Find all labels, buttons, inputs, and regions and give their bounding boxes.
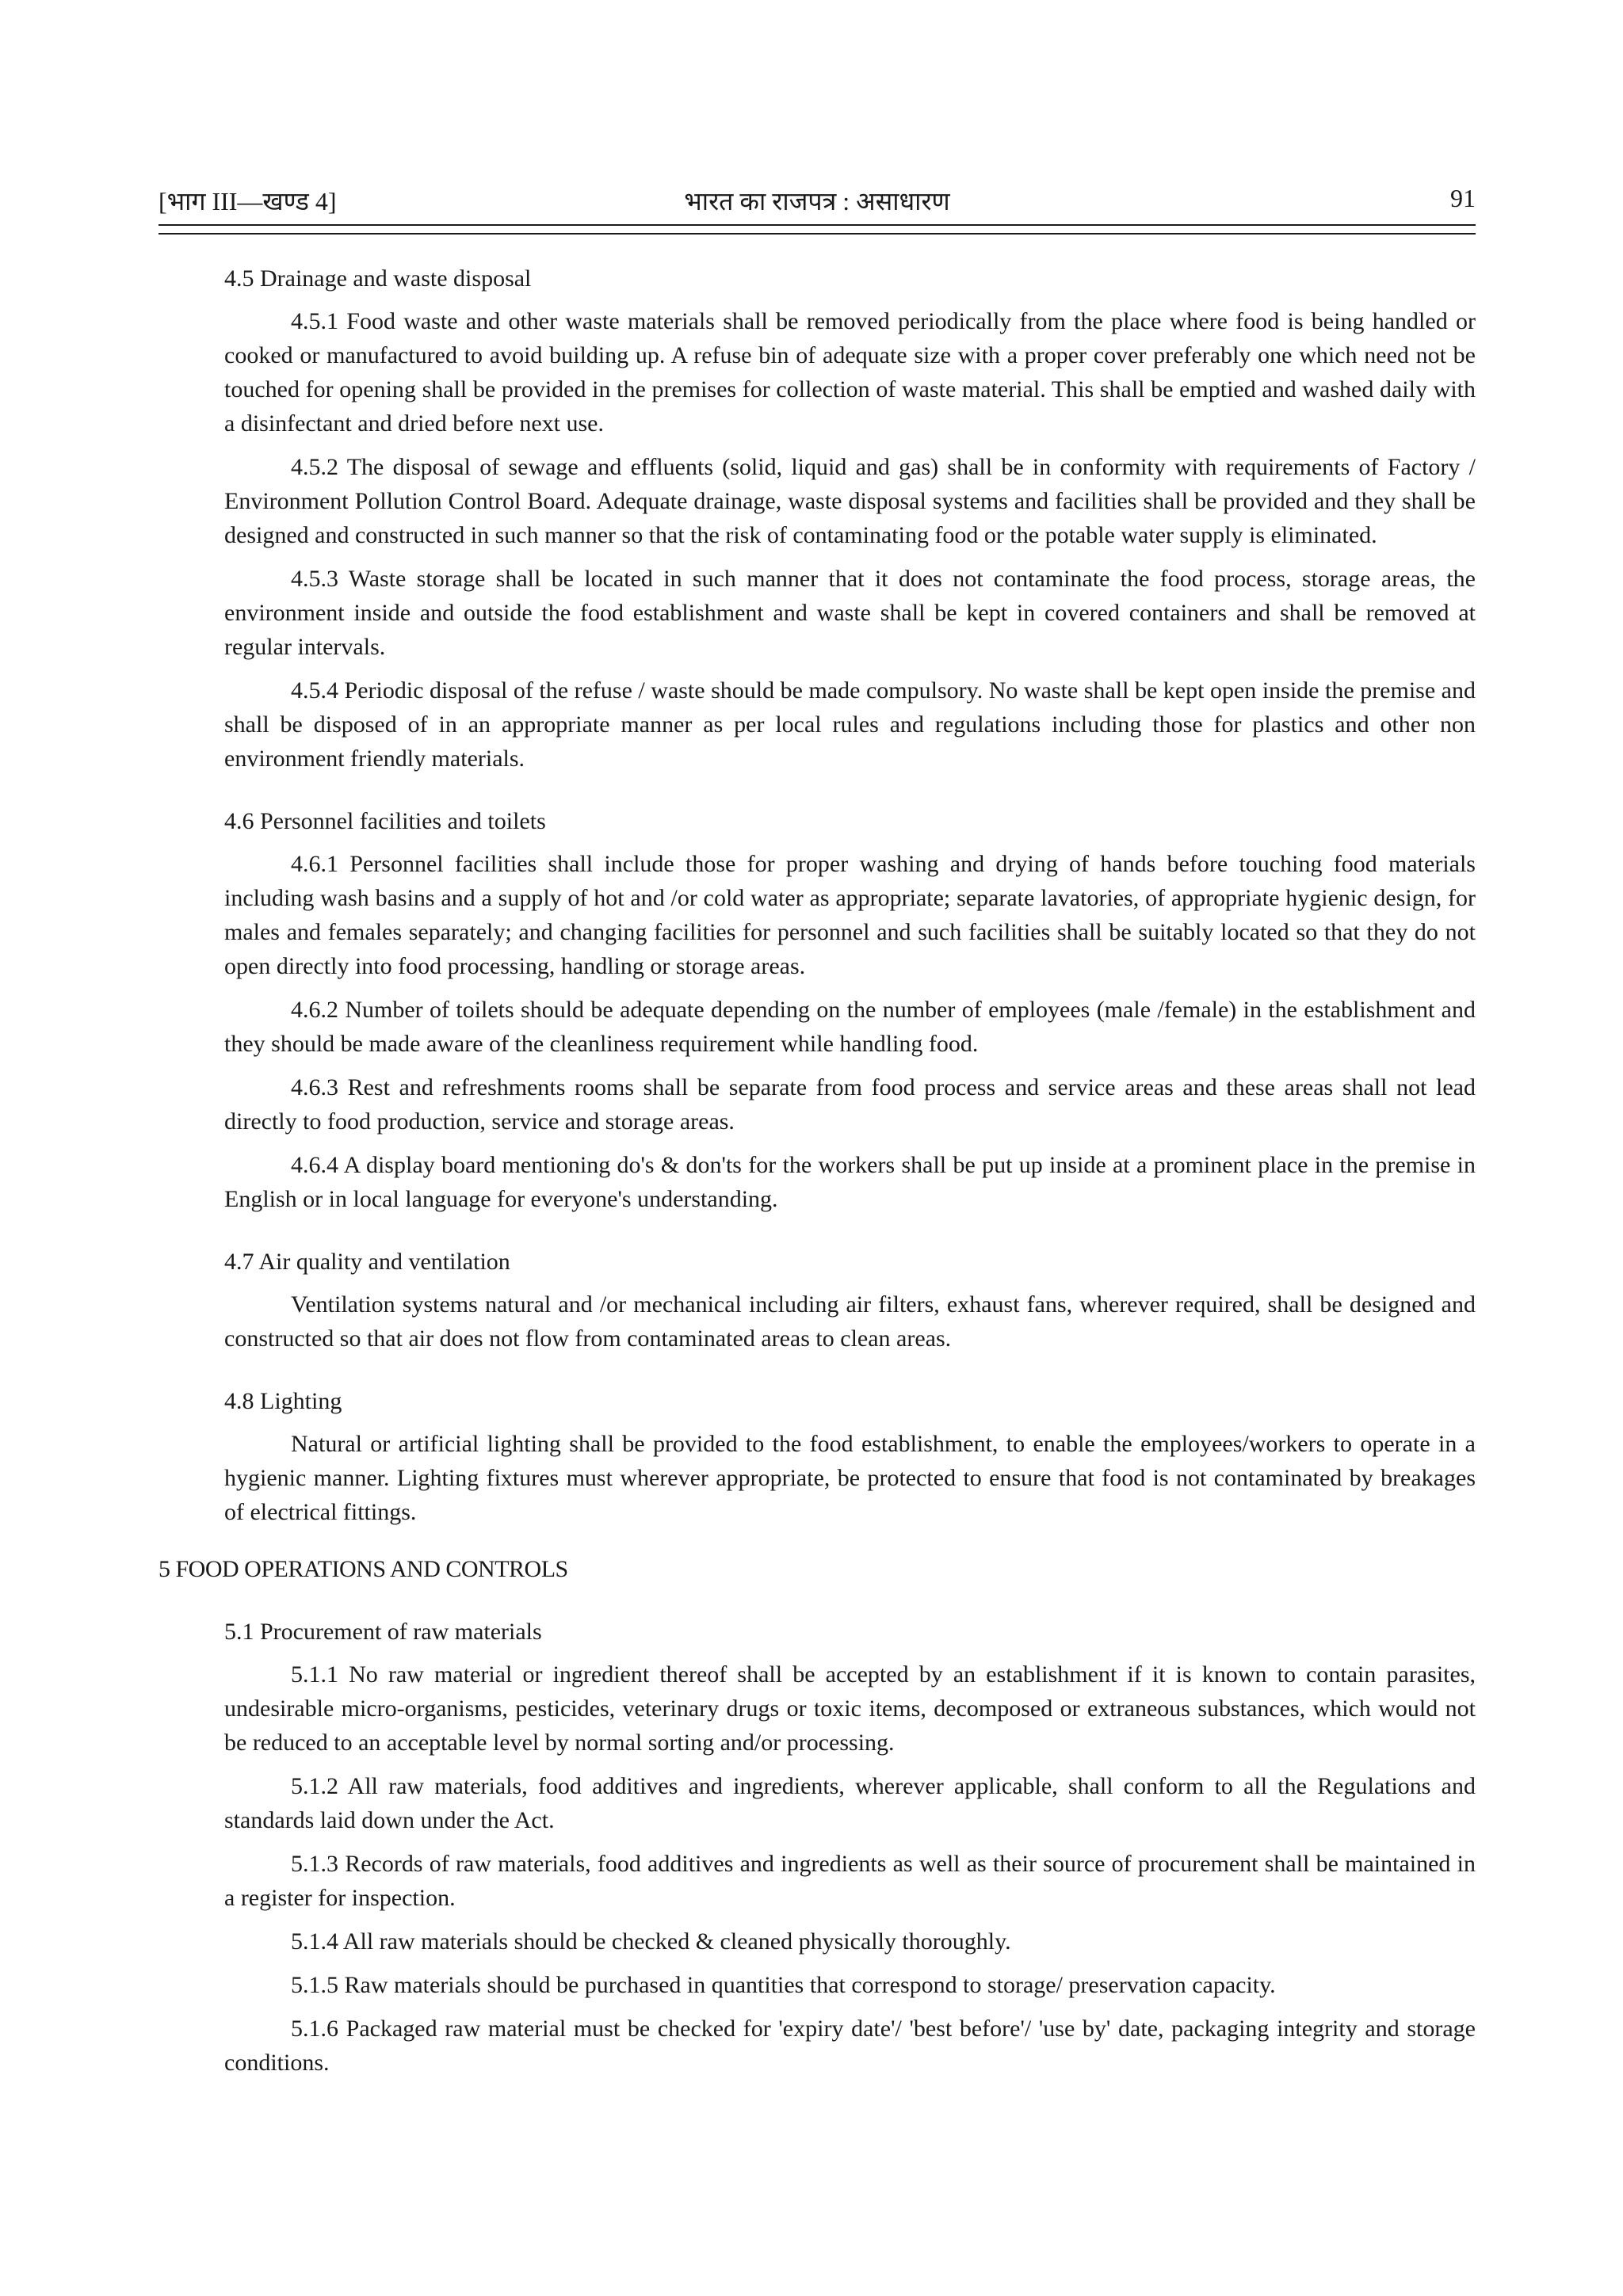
section-heading-4-6: 4.6 Personnel facilities and toilets (224, 808, 546, 834)
paragraph-4-6-2: 4.6.2 Number of toilets should be adequate depending on the number of employees (male /female) in the establishment and they should be made aware of the cleanliness requirement while handling food. (224, 997, 1476, 1057)
page-header (158, 184, 1476, 223)
gazette-part-label: [भाग III—खण्ड 4] (158, 187, 337, 215)
section-heading-4-7: 4.7 Air quality and ventilation (224, 1249, 510, 1275)
paragraph-4-5-1: 4.5.1 Food waste and other waste materials shall be removed periodically from the place where food is being handled or cooked or manufactured to avoid building up. A refuse bin of adequate size with a proper cover preferably one which need not be touched for opening shall be provided in the premises for collection of waste material. This shall be emptied and washed daily with a disinfectant and dried before next use. (224, 308, 1476, 437)
document-body (158, 261, 1476, 2089)
gazette-title: भारत का राजपत्र : असाधारण (684, 187, 950, 215)
paragraph-5-1-1: 5.1.1 No raw material or ingredient thereof shall be accepted by an establishment if it is known to contain parasites, undesirable micro-organisms, pesticides, veterinary drugs or toxic items, decomposed or extraneous substances, which would not be reduced to an acceptable level by normal sorting and/or processing. (224, 1661, 1476, 1756)
paragraph-4-6-4: 4.6.4 A display board mentioning do's & don'ts for the workers shall be put up inside at a prominent place in the premise in English or in local language for everyone's understanding. (224, 1152, 1476, 1212)
paragraph-5-1-2: 5.1.2 All raw materials, food additives and ingredients, wherever applicable, shall conform to all the Regulations and standards laid down under the Act. (224, 1773, 1476, 1833)
section-heading-4-5: 4.5 Drainage and waste disposal (224, 265, 532, 292)
paragraph-4-5-2: 4.5.2 The disposal of sewage and effluents (solid, liquid and gas) shall be in conformity with requirements of Factory / Environment Pollution Control Board. Adequate drainage, waste disposal systems and facilities shall be provided and they shall be designed and constructed in such manner so that the risk of contaminating food or the potable water supply is eliminated. (224, 454, 1476, 548)
major-heading-5: 5 FOOD OPERATIONS AND CONTROLS (158, 1556, 568, 1582)
paragraph-4-7: Ventilation systems natural and /or mechanical including air filters, exhaust fans, wherever required, shall be designed and constructed so that air does not flow from contaminated areas to clean areas. (224, 1291, 1476, 1352)
paragraph-5-1-5: 5.1.5 Raw materials should be purchased in quantities that correspond to storage/ preservation capacity. (291, 1972, 1276, 1998)
header-rule-bottom (158, 233, 1476, 235)
paragraph-4-5-4: 4.5.4 Periodic disposal of the refuse / waste should be made compulsory. No waste shall be kept open inside the premise and shall be disposed of in an appropriate manner as per local rules and regulations including those for plastics and other non environment friendly materials. (224, 677, 1476, 772)
header-rule-top (158, 224, 1476, 226)
paragraph-4-6-3: 4.6.3 Rest and refreshments rooms shall be separate from food process and service areas and these areas shall not lead directly to food production, service and storage areas. (224, 1074, 1476, 1135)
paragraph-4-6-1: 4.6.1 Personnel facilities shall include those for proper washing and drying of hands before touching food materials including wash basins and a supply of hot and /or cold water as appropriate; separate lavatories, of appropriate hygienic design, for males and females separately; and changing facilities for personnel and such facilities shall be suitably located so that they do not open directly into food processing, handling or storage areas. (224, 851, 1476, 979)
paragraph-5-1-4: 5.1.4 All raw materials should be checked & cleaned physically thoroughly. (291, 1928, 1011, 1955)
paragraph-4-5-3: 4.5.3 Waste storage shall be located in such manner that it does not contaminate the food process, storage areas, the environment inside and outside the food establishment and waste shall be kept in covered containers and shall be removed at regular intervals. (224, 566, 1476, 660)
page-number: 91 (1450, 184, 1476, 212)
section-heading-4-8: 4.8 Lighting (224, 1388, 342, 1414)
paragraph-5-1-6: 5.1.6 Packaged raw material must be checked for 'expiry date'/ 'best before'/ 'use by' date, packaging integrity and storage conditions. (224, 2016, 1476, 2076)
section-heading-5-1: 5.1 Procurement of raw materials (224, 1619, 542, 1645)
paragraph-5-1-3: 5.1.3 Records of raw materials, food additives and ingredients as well as their source of procurement shall be maintained in a register for inspection. (224, 1851, 1476, 1911)
paragraph-4-8: Natural or artificial lighting shall be provided to the food establishment, to enable the employees/workers to operate in a hygienic manner. Lighting fixtures must wherever appropriate, be protected to ensure that food is not contaminated by breakages of electrical fittings. (224, 1431, 1476, 1525)
